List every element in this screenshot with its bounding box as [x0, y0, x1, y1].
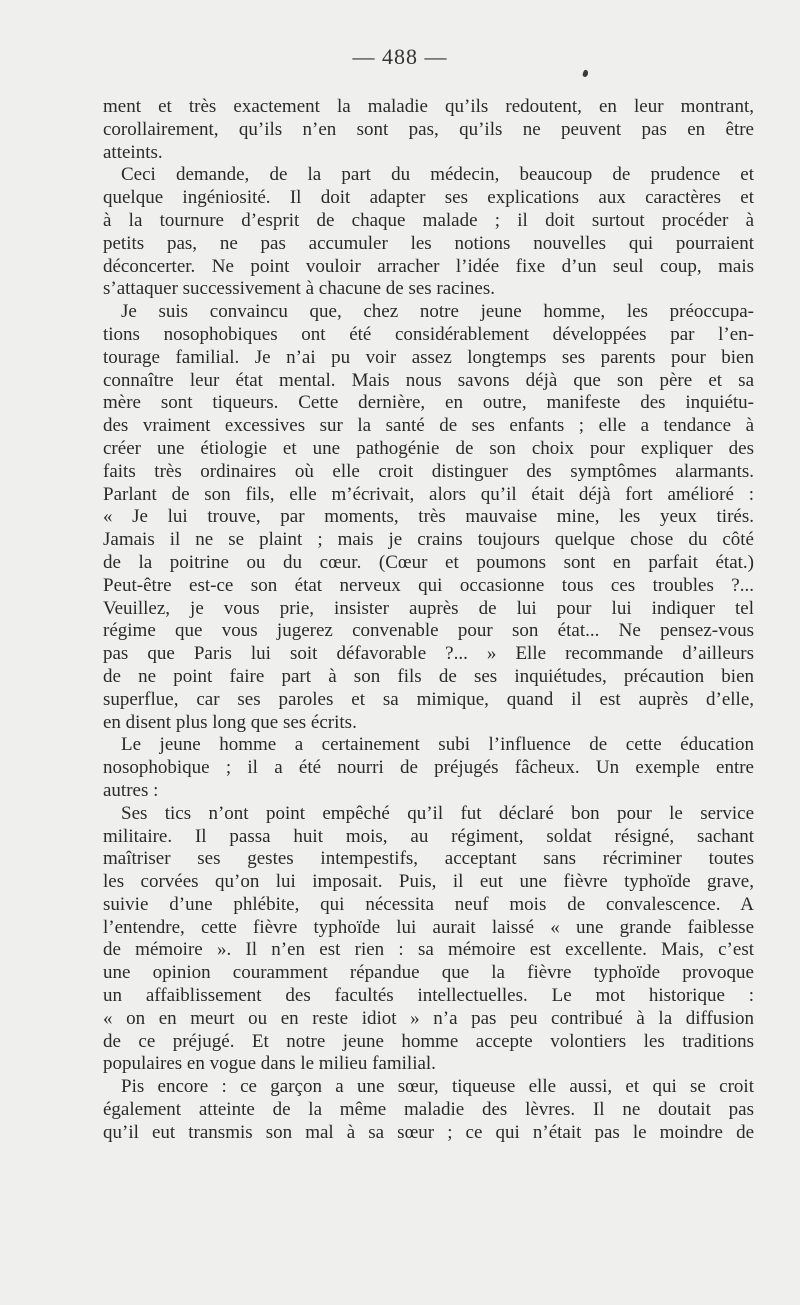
text-line: connaître leur état mental. Mais nous savons déjà que son père et sa	[103, 369, 754, 391]
text-line: à la tournure d’esprit de chaque malade ; il doit surtout procéder à	[103, 209, 754, 231]
text-line: l’entendre, cette fièvre typhoïde lui aurait laissé « une grande faiblesse	[103, 916, 754, 938]
text-line: pas que Paris lui soit défavorable ?... » Elle recommande d’ailleurs	[103, 643, 754, 665]
text-line: de ce préjugé. Et notre jeune homme accepte volontiers les traditions	[103, 1030, 754, 1052]
text-line: des vraiment excessives sur la santé de ses enfants ; elle a tendance à	[103, 415, 754, 437]
text-line: Veuillez, je vous prie, insister auprès de lui pour lui indiquer tel	[103, 597, 754, 619]
text-line: de la poitrine ou du cœur. (Cœur et poumons sont en parfait état.)	[103, 551, 754, 573]
text-line: nosophobique ; il a été nourri de préjugés fâcheux. Un exemple entre	[103, 757, 754, 779]
text-line: également atteinte de la même maladie des lèvres. Il ne doutait pas	[103, 1099, 754, 1121]
text-line: qu’il eut transmis son mal à sa sœur ; ce qui n’était pas le moindre de	[103, 1121, 754, 1143]
text-line: les corvées qu’on lui imposait. Puis, il eut une fièvre typhoïde grave,	[103, 871, 754, 893]
text-line: ment et très exactement la maladie qu’ils redoutent, en leur montrant,	[103, 96, 754, 117]
text-line: Le jeune homme a certainement subi l’influence de cette éducation	[121, 734, 754, 756]
text-line: Ceci demande, de la part du médecin, beaucoup de prudence et	[121, 164, 754, 186]
text-line: maîtriser ses gestes intempestifs, acceptant sans récriminer toutes	[103, 848, 754, 870]
text-line: corollairement, qu’ils n’en sont pas, qu’ils ne peuvent pas en être	[103, 118, 754, 140]
text-line: « on en meurt ou en reste idiot » n’a pas peu contribué à la diffusion	[103, 1007, 754, 1029]
text-line: Pis encore : ce garçon a une sœur, tiqueuse elle aussi, et qui se croit	[121, 1076, 754, 1098]
text-line: s’attaquer successivement à chacune de ses racines.	[103, 278, 495, 300]
text-line: « Je lui trouve, par moments, très mauvaise mine, les yeux tirés.	[103, 506, 754, 528]
text-line: Ses tics n’ont point empêché qu’il fut déclaré bon pour le service	[121, 802, 754, 824]
text-line: tourage familial. Je n’ai pu voir assez longtemps ses parents pour bien	[103, 346, 754, 368]
text-line: superflue, car ses paroles et sa mimique, quand il est auprès d’elle,	[103, 688, 754, 710]
text-line: Peut-être est-ce son état nerveux qui occasionne tous ces troubles ?...	[103, 574, 754, 596]
text-line: Je suis convaincu que, chez notre jeune homme, les préoccupa-	[121, 301, 754, 323]
text-line: mère sont tiqueurs. Cette dernière, en outre, manifeste des inquiétu-	[103, 392, 754, 414]
text-line: atteints.	[103, 141, 163, 163]
text-line: une opinion couramment répandue que la fièvre typhoïde provoque	[103, 962, 754, 984]
text-line: faits très ordinaires où elle croit distinguer des symptômes alarmants.	[103, 460, 754, 482]
page-number: — 488 —	[352, 44, 448, 69]
text-line: un affaiblissement des facultés intellectuelles. Le mot historique :	[103, 985, 754, 1007]
text-line: de mémoire ». Il n’en est rien : sa mémoire est excellente. Mais, c’est	[103, 939, 754, 961]
text-line: tions nosophobiques ont été considérablement développées par l’en-	[103, 323, 754, 345]
text-line: militaire. Il passa huit mois, au régiment, soldat résigné, sachant	[103, 825, 754, 847]
text-line: Parlant de son fils, elle m’écrivait, alors qu’il était déjà fort amélioré :	[103, 483, 754, 505]
body-text	[103, 96, 754, 1145]
text-line: Jamais il ne se plaint ; mais je crains toujours quelque chose du côté	[103, 529, 754, 551]
text-line: régime que vous jugerez convenable pour son état... Ne pensez-vous	[103, 620, 754, 642]
text-line: populaires en vogue dans le milieu familial.	[103, 1053, 436, 1075]
text-line: créer une étiologie et une pathogénie de son choix pour expliquer des	[103, 437, 754, 459]
text-line: suivie d’une phlébite, qui nécessita neuf mois de convalescence. A	[103, 893, 754, 915]
text-line: autres :	[103, 779, 159, 801]
text-line: petits pas, ne pas accumuler les notions nouvelles qui pourraient	[103, 232, 754, 254]
text-line: en disent plus long que ses écrits.	[103, 711, 357, 733]
ink-blot	[582, 69, 589, 77]
text-line: quelque ingéniosité. Il doit adapter ses explications aux caractères et	[103, 187, 754, 209]
text-line: de ne point faire part à son fils de ses inquiétudes, précaution bien	[103, 665, 754, 687]
text-line: déconcerter. Ne point vouloir arracher l’idée fixe d’un seul coup, mais	[103, 255, 754, 277]
